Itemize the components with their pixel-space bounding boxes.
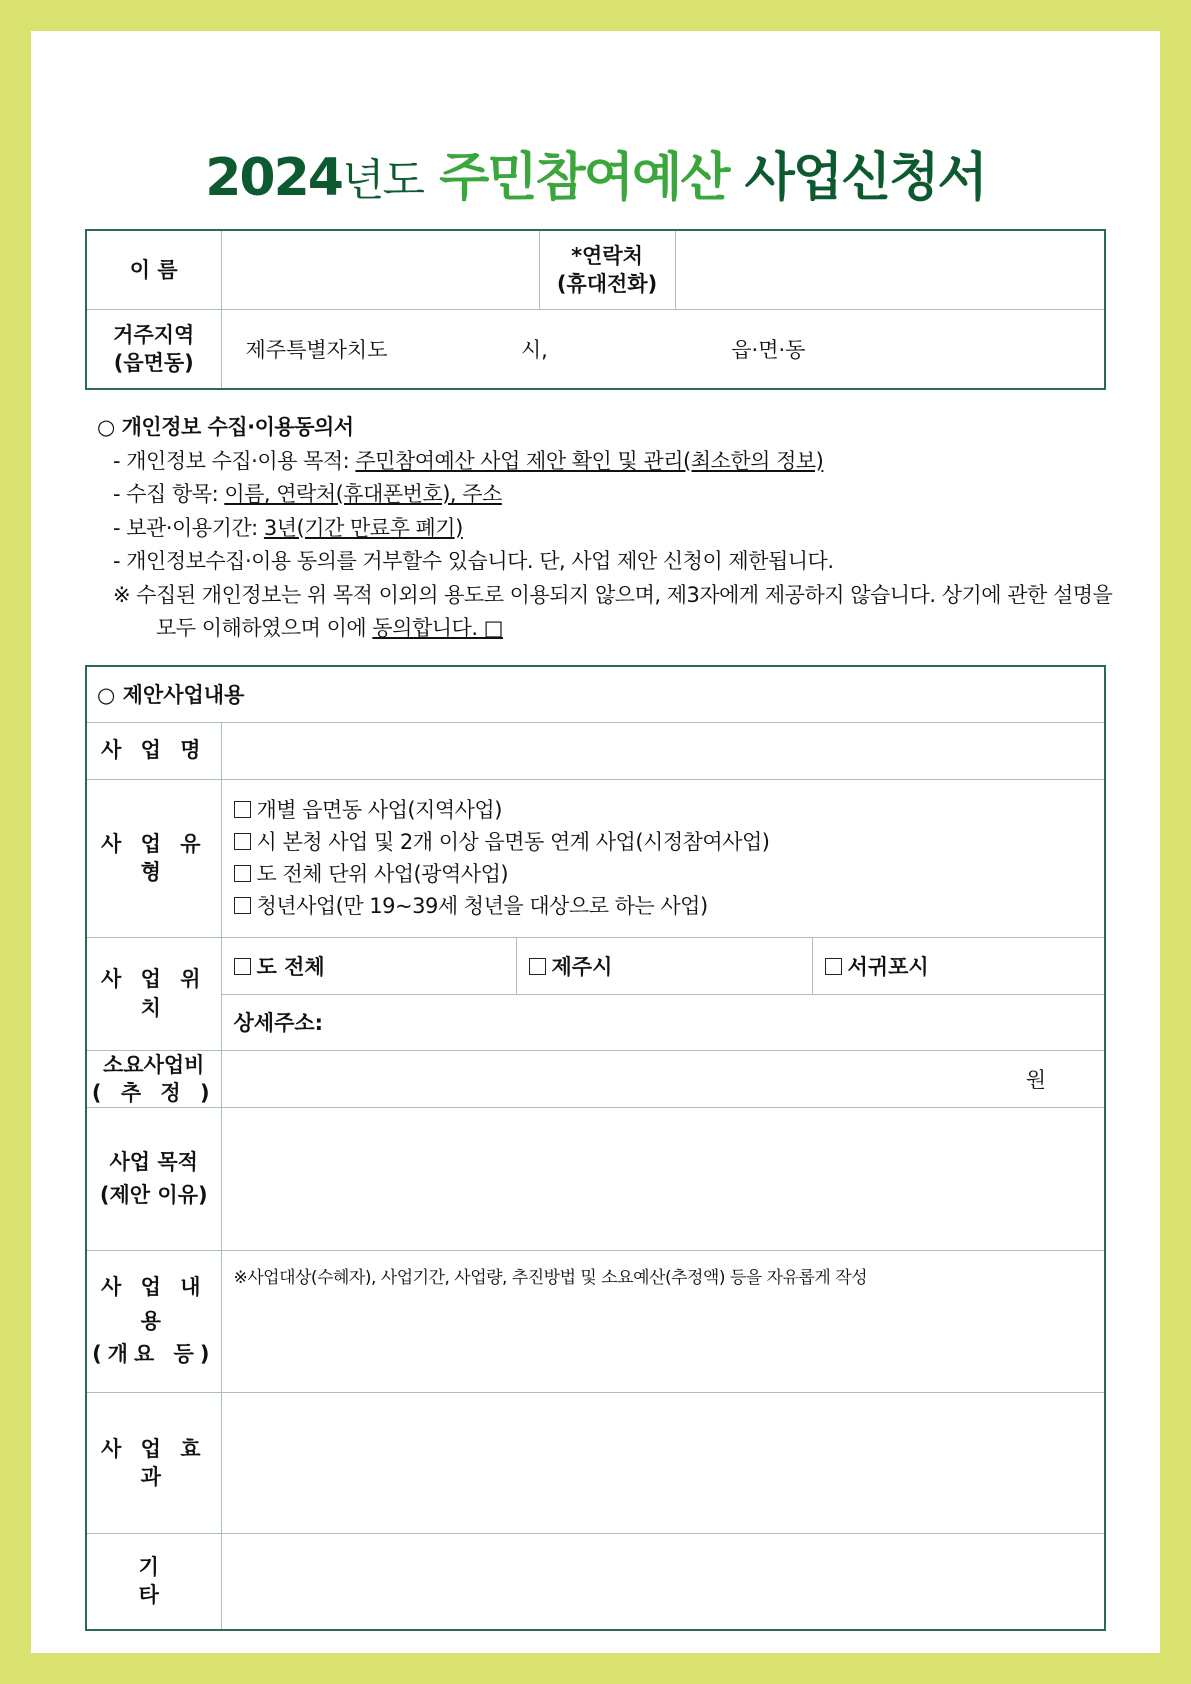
applicant-table — [85, 229, 1106, 390]
checkbox-icon — [234, 801, 251, 818]
name-label: 이 름 — [86, 230, 221, 310]
location-option-seogwipo[interactable]: 서귀포시 — [812, 937, 1105, 994]
consent-purpose: - 개인정보 수집·이용 목적: 주민참여예산 사업 제안 확인 및 관리(최소한의 정보) — [113, 448, 824, 473]
privacy-consent — [97, 411, 1147, 646]
checkbox-icon — [825, 958, 842, 975]
etc-field[interactable] — [221, 1534, 1105, 1630]
type-option-local[interactable]: 개별 읍면동 사업(지역사업) — [234, 794, 1105, 826]
project-location-label: 사 업 위 치 — [86, 937, 221, 1050]
checkbox-icon — [234, 865, 251, 882]
region-label: 거주지역 (읍면동) — [86, 310, 221, 390]
consent-agree-line: 모두 이해하였으며 이에 동의합니다. □ — [156, 616, 504, 640]
project-type-options — [221, 779, 1105, 937]
checkbox-icon — [234, 958, 251, 975]
project-name-field[interactable] — [221, 722, 1105, 779]
region-value: 제주특별자치도 — [245, 338, 388, 362]
address-field[interactable]: 상세주소: — [221, 994, 1105, 1050]
title-green: 주민참여예산 — [439, 148, 729, 208]
cost-unit: 원 — [1025, 1067, 1046, 1092]
etc-label: 기 타 — [86, 1534, 221, 1630]
purpose-label: 사업 목적 (제안 이유) — [86, 1108, 221, 1251]
town-suffix: 읍·면·동 — [731, 338, 806, 362]
title-year: 2024 — [205, 148, 342, 208]
checkbox-icon — [529, 958, 546, 975]
cost-label: 소요사업비 ( 추 정 ) — [86, 1050, 221, 1108]
project-name-label: 사 업 명 — [86, 722, 221, 779]
location-option-all[interactable]: 도 전체 — [221, 937, 516, 994]
content-field[interactable] — [221, 1251, 1105, 1393]
checkbox-icon — [234, 833, 251, 850]
consent-note: ※ 수집된 개인정보는 위 목적 이외의 용도로 이용되지 않으며, 제3자에게 제공하지 않습니다. 상기에 관한 설명을 — [113, 582, 1113, 607]
form-title — [31, 135, 1160, 210]
purpose-field[interactable] — [221, 1108, 1105, 1251]
type-option-city[interactable]: 시 본청 사업 및 2개 이상 읍면동 연계 사업(시정참여사업) — [234, 826, 1105, 858]
name-field[interactable] — [221, 230, 539, 310]
type-option-youth[interactable]: 청년사업(만 19~39세 청년을 대상으로 하는 사업) — [234, 890, 1105, 922]
consent-agree-checkbox[interactable]: 동의합니다. □ — [372, 616, 504, 640]
consent-items: - 수집 항목: 이름, 연락처(휴대폰번호), 주소 — [113, 482, 502, 506]
proposal-heading: ○ 제안사업내용 — [86, 666, 1105, 722]
city-suffix: 시, — [520, 338, 548, 362]
content-hint: ※사업대상(수혜자), 사업기간, 사업량, 추진방법 및 소요예산(추정액) 등을 자유롭게 작성 — [233, 1268, 868, 1289]
contact-label: *연락처 (휴대전화) — [539, 230, 675, 310]
project-type-label: 사 업 유 형 — [86, 779, 221, 937]
content-label: 사 업 내 용 (개요 등) — [86, 1251, 221, 1393]
effect-field[interactable] — [221, 1393, 1105, 1534]
region-field[interactable] — [221, 310, 1105, 390]
checkbox-icon — [234, 897, 251, 914]
title-rest: 사업신청서 — [744, 148, 986, 208]
proposal-table — [85, 665, 1106, 1631]
application-form-page — [31, 31, 1160, 1653]
consent-heading: ○ 개인정보 수집·이용동의서 — [97, 415, 354, 439]
cost-field[interactable] — [221, 1050, 1105, 1108]
title-nyeondo: 년도 — [341, 155, 423, 206]
consent-period: - 보관·이용기간: 3년(기간 만료후 폐기) — [113, 515, 463, 540]
contact-field[interactable] — [675, 230, 1105, 310]
type-option-province[interactable]: 도 전체 단위 사업(광역사업) — [234, 858, 1105, 890]
consent-refuse: - 개인정보수집·이용 동의를 거부할수 있습니다. 단, 사업 제안 신청이 제한됩니다. — [113, 549, 834, 573]
location-option-jeju[interactable]: 제주시 — [516, 937, 812, 994]
effect-label: 사 업 효 과 — [86, 1393, 221, 1534]
